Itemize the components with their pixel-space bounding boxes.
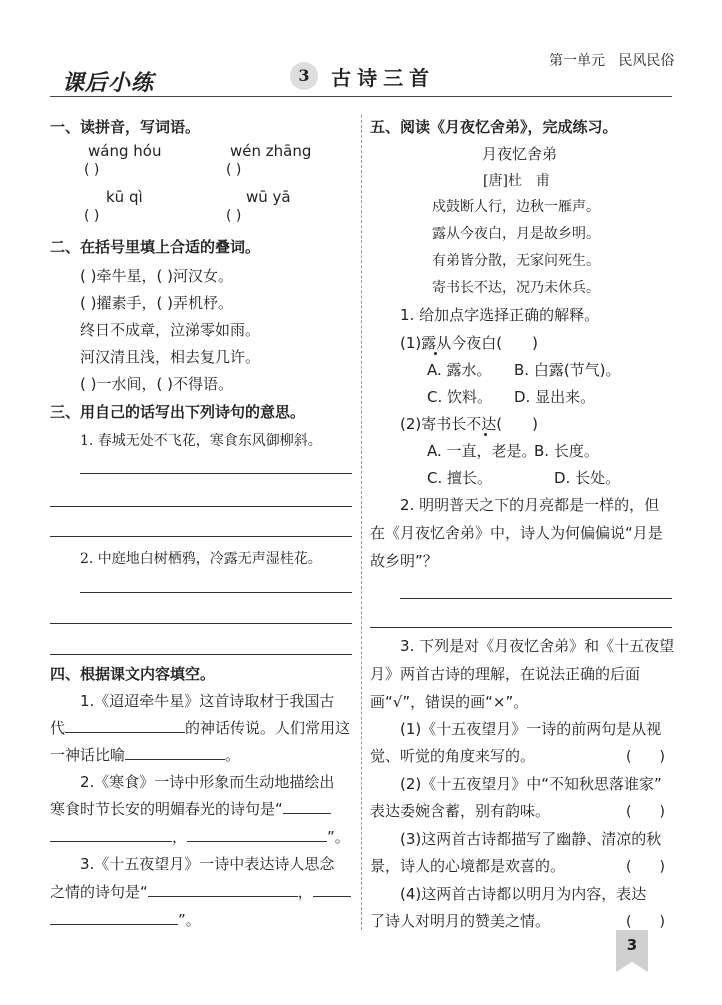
poem-line: 戍鼓断人行，边秋一雁声。 [432,199,600,215]
judge-line: (3)这两首古诗都描写了幽静、清凉的秋 [400,830,662,848]
pinyin-2: wén zhāng [230,142,312,160]
answer-line[interactable] [400,598,672,599]
page-number-tab [616,930,648,972]
option[interactable]: D. 显出来。 [514,388,596,406]
lesson-number: 3 [290,62,318,90]
option[interactable]: A. 一直，老是。 [427,442,537,460]
pinyin-4: wū yā [246,188,291,206]
sub1-title: 1. 给加点字选择正确的解释。 [400,306,600,324]
option[interactable]: D. 长处。 [554,469,621,487]
option[interactable]: C. 擅长。 [427,469,493,487]
fill-blank[interactable] [148,895,298,897]
column-divider [361,115,362,930]
answer-line[interactable] [80,592,352,593]
fill-blank[interactable] [50,923,178,925]
poem-author: [唐]杜 甫 [483,173,550,189]
option[interactable]: A. 露水。 [427,361,492,379]
answer-paren[interactable]: ( ) [226,162,242,178]
lesson-title: 古诗三首 [331,66,436,90]
q4-text: 代 的神话传说。人们常用这 [50,719,351,737]
answer-paren[interactable]: ( ) [84,162,100,178]
q4-text: ”。 [50,909,201,930]
answer-line[interactable] [50,623,352,624]
q2-line: 终日不成章，泣涕零如雨。 [80,321,261,339]
sub3-text: 月》两首古诗的理解，在说法正确的后面 [370,665,641,683]
judge-paren[interactable]: ( ) [626,804,665,820]
header-rule [50,96,672,97]
q4-text: ， ”。 [50,826,350,847]
q4-text: 3.《十五夜望月》一诗中表达诗人思念 [80,855,335,873]
lesson-header [290,62,435,91]
fill-blank[interactable] [125,758,225,760]
fill-blank[interactable] [65,731,185,733]
q4-text: 1.《迢迢牵牛星》这首诗取材于我国古 [80,692,335,710]
q4-title: 四、根据课文内容填空。 [50,665,216,683]
answer-line[interactable] [80,473,352,474]
q2-line: ( )一水间，( )不得语。 [80,375,233,393]
fill-blank[interactable] [187,840,327,842]
emphasis-dot [484,433,487,436]
sub2-text: 在《月夜忆舍弟》中，诗人为何偏偏说“月是 [370,524,663,542]
answer-line[interactable] [50,654,352,655]
answer-paren[interactable]: ( ) [84,208,100,224]
page-number: 3 [626,936,638,954]
answer-line[interactable] [50,536,352,537]
option[interactable]: B. 长度。 [534,442,599,460]
pinyin-1: wáng hóu [88,142,162,160]
judge-line: (4)这两首古诗都以明月为内容，表达 [400,885,647,903]
poem-title: 月夜忆舍弟 [482,145,558,163]
pinyin-3: kū qì [106,188,143,206]
judge-line: 觉、听觉的角度来写的。 [370,747,536,765]
q4-text: 寒食时节长安的明媚春光的诗句是“ [50,798,331,819]
q4-text: 2.《寒食》一诗中形象而生动地描绘出 [80,773,335,791]
judge-line: 了诗人对明月的赞美之情。 [370,912,551,930]
judge-paren[interactable]: ( ) [626,859,665,875]
sub1-b: (2)寄书长不达( ) [400,415,538,433]
sub1-a: (1)露从今夜白( ) [400,334,538,352]
option[interactable]: B. 白露(节气)。 [514,361,621,379]
q4-text: 一神话比喻 。 [50,746,241,764]
q1-title: 一、读拼音，写词语。 [50,118,201,136]
judge-paren[interactable]: ( ) [626,749,665,765]
judge-line: (1)《十五夜望月》一诗的前两句是从视 [400,720,662,738]
answer-line[interactable] [50,506,352,507]
q2-line: 河汉清且浅，相去复几许。 [80,348,261,366]
q3-title: 三、用自己的话写出下列诗句的意思。 [50,403,306,421]
sub2-text: 故乡明”？ [370,552,438,570]
judge-line: 表达委婉含蓄，别有韵味。 [370,802,551,820]
q3-item-2: 2. 中庭地白树栖鸦，冷露无声湿桂花。 [80,551,322,567]
fill-blank[interactable] [50,840,172,842]
sub2-text: 2. 明明普天之下的月亮都是一样的，但 [400,496,660,514]
section-title: 课后小练 [62,71,155,96]
answer-line[interactable] [370,627,672,628]
sub3-text: 画“√”，错误的画“×”。 [370,693,529,711]
q2-title: 二、在括号里填上合适的叠词。 [50,238,261,256]
q5-title: 五、阅读《月夜忆舍弟》，完成练习。 [370,118,618,136]
emphasis-dot [434,352,437,355]
judge-line: (2)《十五夜望月》中“不知秋思落谁家” [400,775,662,793]
q2-line: ( )牵牛星，( )河汉女。 [80,267,233,285]
q3-item-1: 1. 春城无处不飞花，寒食东风御柳斜。 [80,433,322,449]
judge-paren[interactable]: ( ) [626,914,665,930]
q2-line: ( )擢素手，( )弄机杼。 [80,294,233,312]
answer-paren[interactable]: ( ) [226,208,242,224]
option[interactable]: C. 饮料。 [427,388,493,406]
judge-line: 景，诗人的心境都是欢喜的。 [370,857,566,875]
fill-blank[interactable] [283,812,331,814]
sub3-text: 3. 下列是对《月夜忆舍弟》和《十五夜望 [400,637,675,655]
poem-line: 露从今夜白，月是故乡明。 [432,226,600,242]
poem-line: 寄书长不达，况乃未休兵。 [432,280,600,296]
fill-blank[interactable] [313,895,351,897]
poem-line: 有弟皆分散，无家问死生。 [432,253,600,269]
unit-label: 第一单元 民风民俗 [549,53,675,69]
q4-text: 之情的诗句是“ ， [50,881,351,902]
